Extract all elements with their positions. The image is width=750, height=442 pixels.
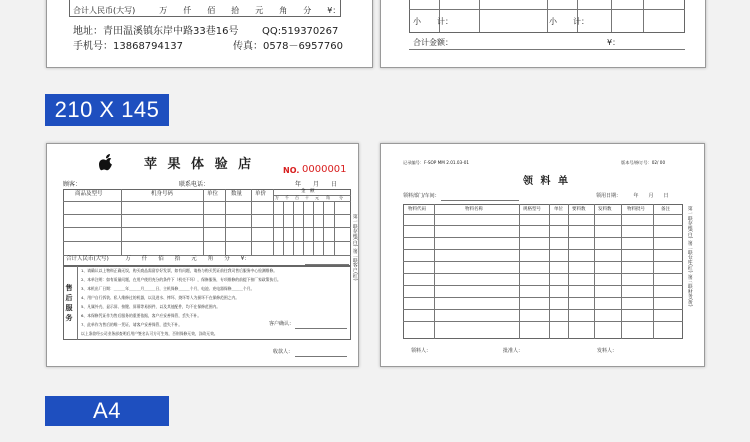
address-text: 地址：青田温溪镇东岸中路33巷16号 (73, 26, 239, 37)
digit-shi: 十 (305, 195, 309, 200)
qq-text: QQ:519370267 (262, 26, 339, 37)
header-amount: 金 额 (301, 189, 315, 194)
phone-text: 手机号：13868794137 (73, 41, 183, 52)
header-unit: 单位 (554, 207, 563, 212)
form-title: 领 料 单 (523, 176, 570, 187)
header-issued-qty: 发料数 (598, 207, 612, 212)
header-batch: 物料批号 (627, 207, 645, 212)
digit-qian: 千 (285, 195, 289, 200)
copy-note: 第一联存根(白) 第二联客户(红) (351, 214, 357, 281)
phone-label: 联系电话： (179, 181, 210, 188)
header-remark: 备注 (661, 207, 670, 212)
term-2: 2、本单注明：如有质量问题，在用户使用充分的条件下（机壳不坏），保修服务，专项维修的前提下按厂家政策执行。 (81, 277, 281, 282)
term-1: 1、请确认以上物料正确无误，购买商品需留存好发票，如有问题，请持与购买凭证前往我司售后服务中心检测维修。 (81, 268, 278, 273)
header-request-qty: 要料数 (572, 207, 586, 212)
total-label: 合计金额： (413, 38, 453, 47)
size-badge-210x145: 210 X 145 (45, 94, 169, 126)
subtotal-left: 小 计： (413, 17, 453, 26)
header-goods: 商品及型号 (75, 191, 103, 197)
version-number: 版本号/修订号：02/ 00 (621, 160, 666, 165)
apple-logo-icon (99, 154, 115, 173)
fax-text: 传真：0578－6957760 (233, 41, 343, 52)
no-value: 0000001 (302, 164, 347, 175)
subtotal-right: 小 计： (549, 17, 589, 26)
term-5: 5、凡属外壳、显示屏、按键、屏幕等易损件，以及其他配件，均不在保修范围内。 (81, 304, 221, 309)
term-3: 3、本机出厂日期：＿＿＿年＿＿＿月＿＿＿日，主机保修＿＿＿个月，电池、充电器保修＿＿＿个月。 (81, 286, 255, 291)
header-code: 物料代码 (408, 207, 426, 212)
header-unit: 单位 (207, 191, 219, 197)
receipt-card (46, 143, 359, 367)
term-6: 6、本保修凭证作为售后服务的重要依据，客户应妥善保管，丢失不补。 (81, 313, 202, 318)
doc-number: 记录编号：F-SOP MM 2.01.03-01 (403, 160, 470, 165)
top-right-form-bottom (380, 0, 706, 68)
date-label: 领用日期： 年 月 日 (596, 193, 669, 199)
customer-label: 顾客： (63, 181, 82, 188)
term-7: 7、此单作为售后的唯一凭证，请客户妥善保管，遗失不补。 (81, 322, 183, 327)
digit-yuan: 元 (315, 195, 319, 200)
copy-note: 第一联存根(白) 第二联仓库(红) 第三联财务(黄) (686, 206, 692, 307)
payee-label: 收款人： (273, 349, 294, 355)
amount-row: 合计人民币(大写) 万 仟 佰 拾 元 角 分 ¥： (66, 256, 250, 262)
total-yen: ¥： (607, 38, 621, 47)
digit-wan: 万 (275, 195, 279, 200)
digit-jiao: 角 (326, 195, 330, 200)
customer-confirm: 客户确认： (269, 321, 295, 327)
top-left-receipt-bottom (46, 0, 373, 68)
issuer-label: 发料人： (597, 348, 618, 354)
date-label: 年 月 日 (295, 181, 338, 188)
digit-fen: 分 (339, 195, 343, 200)
dept-label: 领料部门/车间： (403, 193, 440, 199)
header-name: 物料名称 (465, 207, 483, 212)
digit-bai: 百 (295, 195, 299, 200)
requester-label: 领料人： (411, 348, 432, 354)
approver-label: 批准人： (503, 348, 524, 354)
amount-row: 合计人民币(大写) 万 仟 佰 拾 元 角 分 ¥： (73, 6, 341, 15)
header-serial: 机身号码 (151, 191, 174, 197)
term-4: 4、用户自行拆装、私人维修过的机器，以及进水、摔坏、烧坏等人为损坏不在保修范围之内。 (81, 295, 240, 300)
service-label: 售后服务 (65, 284, 73, 324)
header-qty: 数量 (231, 191, 243, 197)
no-label: NO. (283, 166, 300, 175)
header-price: 单价 (255, 191, 267, 197)
header-spec: 规格型号 (523, 207, 541, 212)
size-badge-a4: A4 (45, 396, 169, 426)
store-name: 苹 果 体 验 店 (144, 157, 255, 172)
requisition-card (380, 143, 705, 367)
term-8: 以上条款经公司业务部查明后用户签名认可方可生效，否则保修无效，涂改无效。 (81, 331, 218, 336)
